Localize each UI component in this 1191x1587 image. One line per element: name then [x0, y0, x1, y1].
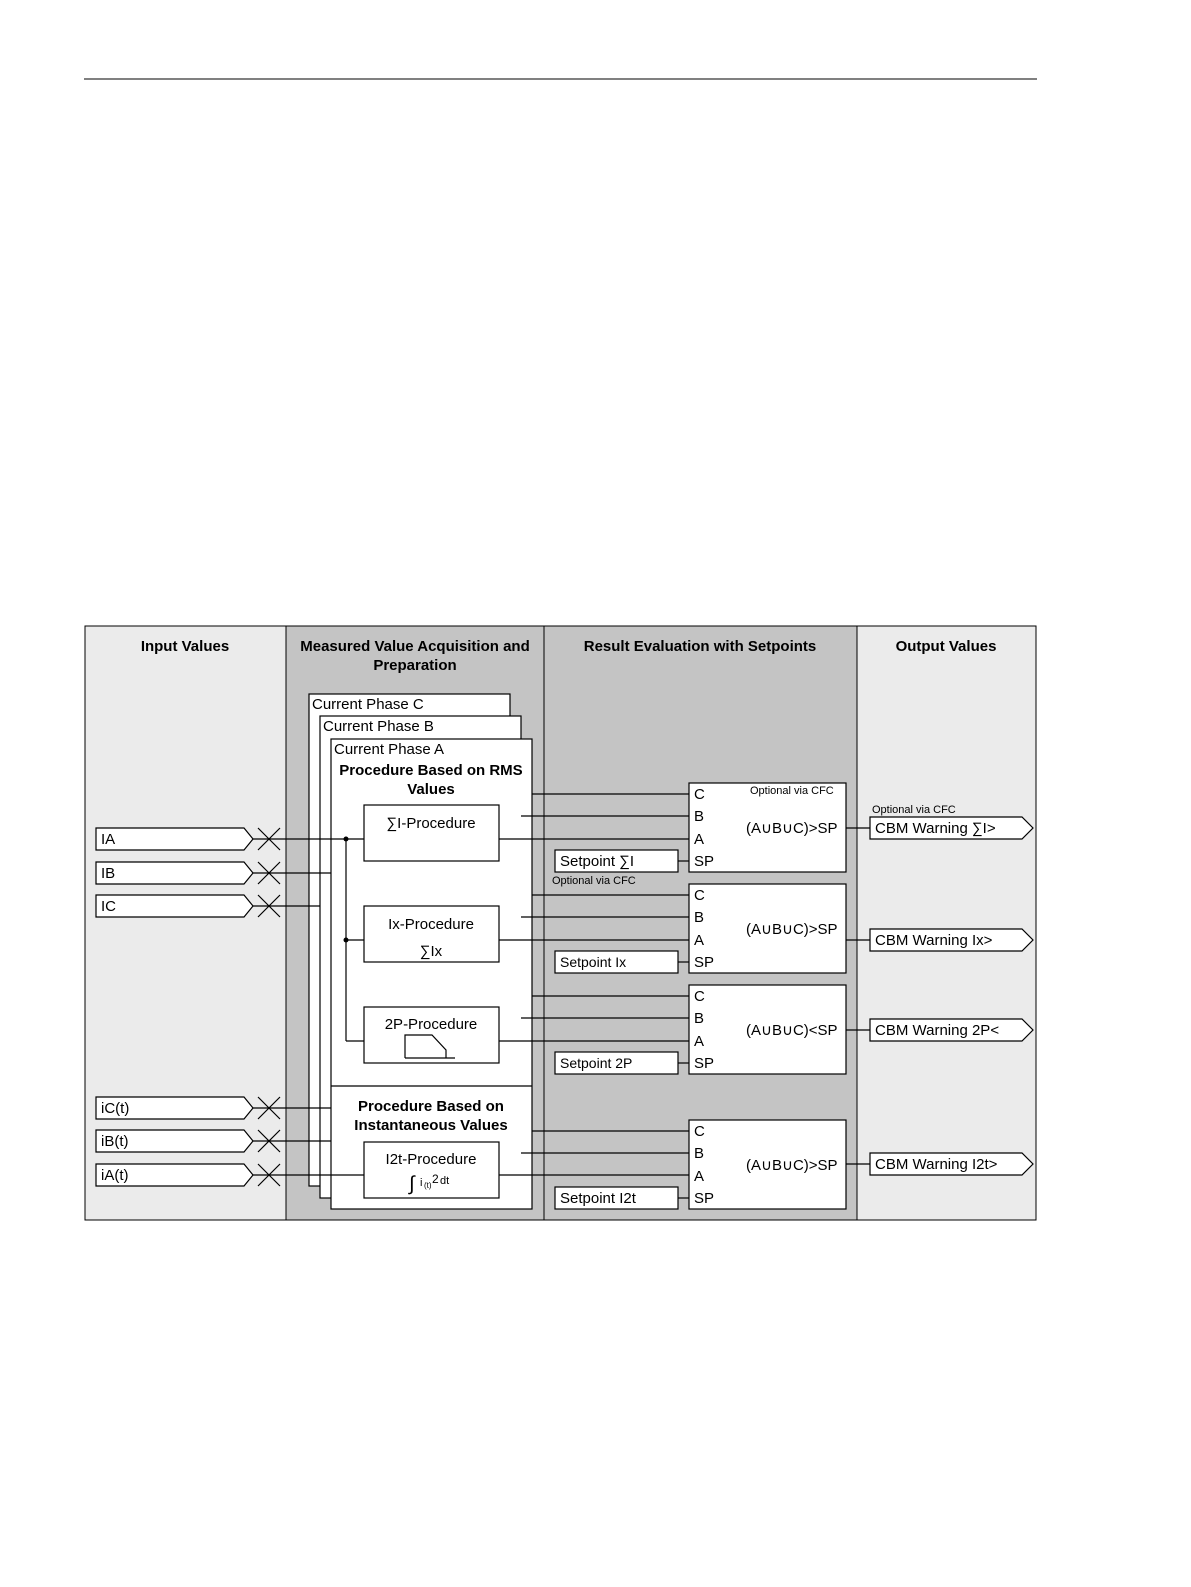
sum-i-procedure-box [364, 805, 499, 861]
output-cfc-note: Optional via CFC [872, 804, 956, 816]
evaluator-3-port-a: A [694, 1033, 705, 1050]
phase-b-label: Current Phase B [323, 718, 434, 735]
evaluator-4-port-c: C [694, 1123, 705, 1140]
2p-procedure-label: 2P-Procedure [384, 1016, 478, 1033]
evaluator-2-port-c: C [694, 887, 705, 904]
acquisition-header-line1: Measured Value Acquisition and [300, 638, 530, 655]
evaluator-1-port-sp: SP [694, 853, 715, 870]
input-ic-t [96, 1097, 253, 1119]
evaluator-2-expression: (A∪B∪C)>SP [746, 921, 838, 938]
input-ia-t-label: iA(t) [101, 1167, 129, 1184]
i2t-formula-dt: dt [440, 1175, 450, 1187]
evaluator-4-port-sp: SP [694, 1190, 715, 1207]
evaluator-2-port-b: B [694, 909, 705, 926]
output-sum-i-label: CBM Warning ∑I> [875, 820, 996, 837]
rms-section-title-line2: Values [407, 781, 455, 798]
input-ib [96, 862, 253, 884]
inst-section-title-line1: Procedure Based on [358, 1098, 504, 1115]
ix-procedure-label: Ix-Procedure [388, 916, 474, 933]
evaluator-3-port-c: C [694, 988, 705, 1005]
output-2p-label: CBM Warning 2P< [875, 1022, 1000, 1039]
i2t-formula-integral: ∫ [409, 1173, 415, 1195]
ix-procedure-sub: ∑Ix [419, 943, 443, 960]
input-ib-arrow [96, 862, 253, 884]
setpoint-i2t-label: Setpoint I2t [560, 1190, 636, 1207]
input-ic-label: IC [101, 898, 116, 915]
setpoint-2p-label: Setpoint 2P [560, 1055, 633, 1071]
acquisition-header-line2: Preparation [373, 657, 457, 674]
evaluator-3-port-sp: SP [694, 1055, 715, 1072]
input-ib-t-label: iB(t) [101, 1133, 129, 1150]
output-values-header: Output Values [895, 638, 997, 655]
evaluator-4-expression: (A∪B∪C)>SP [746, 1157, 838, 1174]
evaluation-header: Result Evaluation with Setpoints [583, 638, 817, 655]
sum-i-procedure-label: ∑I-Procedure [386, 815, 476, 832]
evaluator-3-expression: (A∪B∪C)<SP [746, 1022, 838, 1039]
input-ib-t [96, 1130, 253, 1152]
i2t-procedure-label: I2t-Procedure [385, 1151, 477, 1168]
evaluator-4-port-b: B [694, 1145, 705, 1162]
output-ix-label: CBM Warning Ix> [875, 932, 993, 949]
evaluator-cfc-note: Optional via CFC [750, 785, 834, 797]
phase-a-label: Current Phase A [334, 741, 445, 758]
evaluator-1-port-b: B [694, 808, 705, 825]
inst-section-title-line2: Instantaneous Values [354, 1117, 508, 1134]
output-i2t-label: CBM Warning I2t> [875, 1156, 998, 1173]
i2t-formula-square: 2 [432, 1172, 439, 1186]
evaluator-1-port-c: C [694, 786, 705, 803]
setpoint-ix-label: Setpoint Ix [560, 954, 627, 970]
i2t-formula-t: (t) [424, 1181, 432, 1190]
evaluator-2-port-a: A [694, 932, 705, 949]
input-ic-t-label: iC(t) [101, 1100, 130, 1117]
evaluator-1-port-a: A [694, 831, 705, 848]
i2t-formula-i: i [420, 1177, 423, 1189]
evaluator-2-port-sp: SP [694, 954, 715, 971]
phase-c-label: Current Phase C [312, 696, 424, 713]
input-values-header: Input Values [140, 638, 230, 655]
input-ia [96, 828, 253, 850]
output-values-panel [857, 626, 1036, 1220]
input-ic [96, 895, 253, 917]
setpoint-cfc-note: Optional via CFC [552, 875, 636, 887]
evaluator-3-port-b: B [694, 1010, 705, 1027]
input-ia-label: IA [101, 831, 116, 848]
input-ia-arrow [96, 828, 253, 850]
input-ic-arrow [96, 895, 253, 917]
input-ia-t [96, 1164, 253, 1186]
rms-section-title-line1: Procedure Based on RMS [339, 762, 523, 779]
input-ib-label: IB [101, 865, 116, 882]
setpoint-sum-i-label: Setpoint ∑I [560, 853, 635, 870]
junction-dot-1 [344, 837, 349, 842]
evaluator-4-port-a: A [694, 1168, 705, 1185]
junction-dot-2 [344, 938, 349, 943]
evaluator-1-expression: (A∪B∪C)>SP [746, 820, 838, 837]
